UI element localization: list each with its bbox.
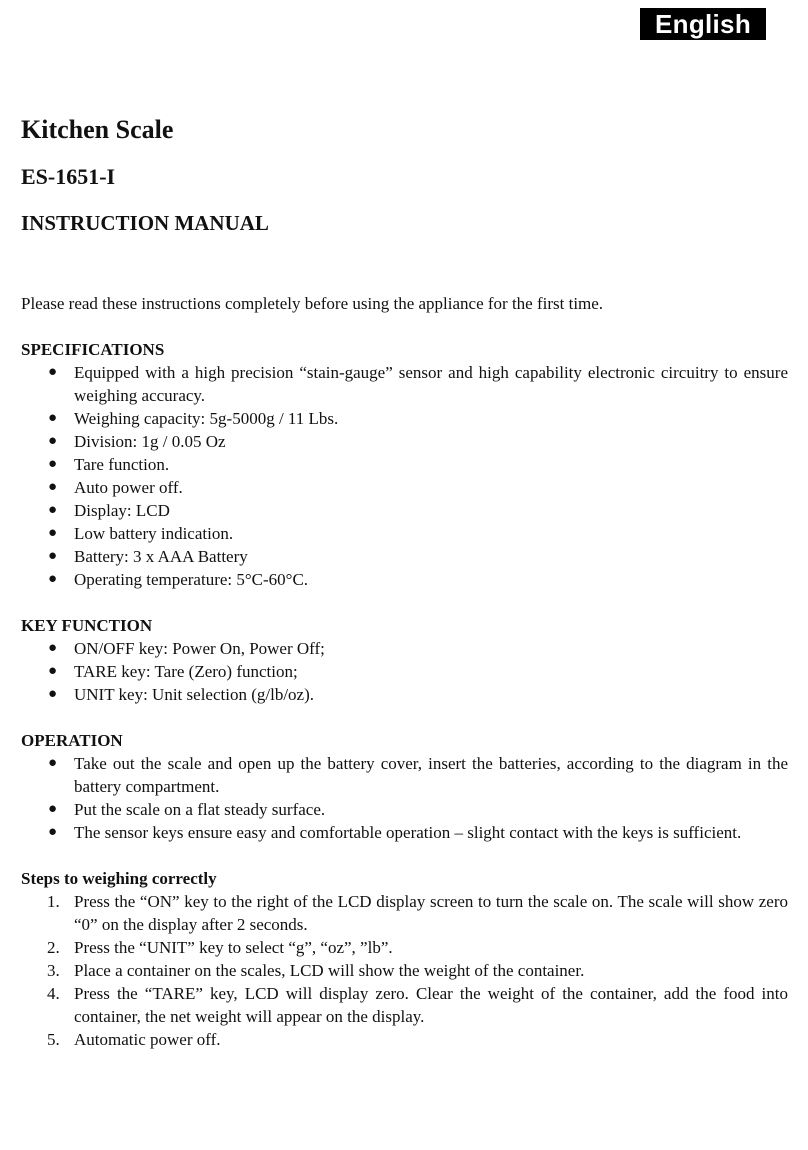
bullet-icon: ● (48, 755, 58, 771)
list-item-text: ON/OFF key: Power On, Power Off; (74, 639, 325, 658)
specifications-list (21, 361, 788, 591)
bullet-icon: ● (48, 640, 58, 656)
steps-section (21, 867, 788, 1051)
list-item (21, 752, 788, 798)
key-function-list (21, 637, 788, 706)
list-item-text: Tare function. (74, 455, 170, 474)
key-function-section (21, 614, 788, 706)
list-item-text: Equipped with a high precision “stain-gauge” sensor and high capability electronic circuitry to ensure weighing accuracy. (74, 363, 788, 405)
manual-body (21, 338, 788, 1051)
list-item (21, 683, 788, 706)
operation-list (21, 752, 788, 844)
step-number: 2. (47, 938, 60, 957)
steps-heading: Steps to weighing correctly (21, 869, 217, 888)
list-item (21, 430, 788, 453)
step-text: Place a container on the scales, LCD will show the weight of the container. (74, 961, 585, 980)
list-item (21, 568, 788, 591)
specifications-heading: SPECIFICATIONS (21, 340, 165, 359)
list-item (21, 637, 788, 660)
intro-paragraph: Please read these instructions completely before using the appliance for the first time. (21, 294, 604, 313)
list-item (21, 453, 788, 476)
step-item (21, 1028, 788, 1051)
list-item (21, 545, 788, 568)
step-number: 4. (47, 984, 60, 1003)
bullet-icon: ● (48, 548, 58, 564)
step-number: 3. (47, 961, 60, 980)
bullet-icon: ● (48, 410, 58, 426)
step-item (21, 959, 788, 982)
bullet-icon: ● (48, 571, 58, 587)
step-text: Press the “UNIT” key to select “g”, “oz”, ”lb”. (74, 938, 393, 957)
document-title: Kitchen Scale (21, 115, 174, 144)
list-item-text: Take out the scale and open up the battery cover, insert the batteries, according to the diagram in the battery compartment. (74, 754, 788, 796)
list-item (21, 522, 788, 545)
list-item-text: Weighing capacity: 5g-5000g / 11 Lbs. (74, 409, 339, 428)
list-item (21, 476, 788, 499)
list-item-text: Battery: 3 x AAA Battery (74, 547, 248, 566)
operation-section (21, 729, 788, 844)
list-item-text: Low battery indication. (74, 524, 234, 543)
list-item-text: UNIT key: Unit selection (g/lb/oz). (74, 685, 314, 704)
bullet-icon: ● (48, 525, 58, 541)
list-item (21, 407, 788, 430)
bullet-icon: ● (48, 502, 58, 518)
step-number: 5. (47, 1030, 60, 1049)
bullet-icon: ● (48, 686, 58, 702)
manual-heading: INSTRUCTION MANUAL (21, 211, 269, 235)
section-spacer (21, 844, 788, 867)
list-item (21, 499, 788, 522)
list-item-text: Operating temperature: 5°C-60°C. (74, 570, 309, 589)
list-item-text: TARE key: Tare (Zero) function; (74, 662, 298, 681)
steps-list (21, 890, 788, 1051)
section-spacer (21, 591, 788, 614)
list-item (21, 821, 788, 844)
language-badge: English (640, 8, 766, 40)
list-item (21, 798, 788, 821)
bullet-icon: ● (48, 824, 58, 840)
step-text: Press the “ON” key to the right of the LCD display screen to turn the scale on. The scale will show zero “0” on the display after 2 seconds. (74, 892, 788, 934)
list-item-text: Display: LCD (74, 501, 170, 520)
list-item (21, 660, 788, 683)
bullet-icon: ● (48, 456, 58, 472)
step-item (21, 890, 788, 936)
bullet-icon: ● (48, 433, 58, 449)
step-item (21, 982, 788, 1028)
step-text: Automatic power off. (74, 1030, 221, 1049)
specifications-section (21, 338, 788, 591)
step-number: 1. (47, 892, 60, 911)
operation-heading: OPERATION (21, 731, 123, 750)
bullet-icon: ● (48, 479, 58, 495)
key-function-heading: KEY FUNCTION (21, 616, 153, 635)
bullet-icon: ● (48, 364, 58, 380)
list-item-text: Division: 1g / 0.05 Oz (74, 432, 226, 451)
bullet-icon: ● (48, 663, 58, 679)
section-spacer (21, 706, 788, 729)
model-number: ES-1651-I (21, 164, 116, 189)
list-item (21, 361, 788, 407)
list-item-text: Auto power off. (74, 478, 183, 497)
bullet-icon: ● (48, 801, 58, 817)
step-item (21, 936, 788, 959)
step-text: Press the “TARE” key, LCD will display zero. Clear the weight of the container, add the food into container, the net weight will appear on the display. (74, 984, 788, 1026)
list-item-text: Put the scale on a flat steady surface. (74, 800, 326, 819)
list-item-text: The sensor keys ensure easy and comfortable operation – slight contact with the keys is sufficient. (74, 823, 742, 842)
